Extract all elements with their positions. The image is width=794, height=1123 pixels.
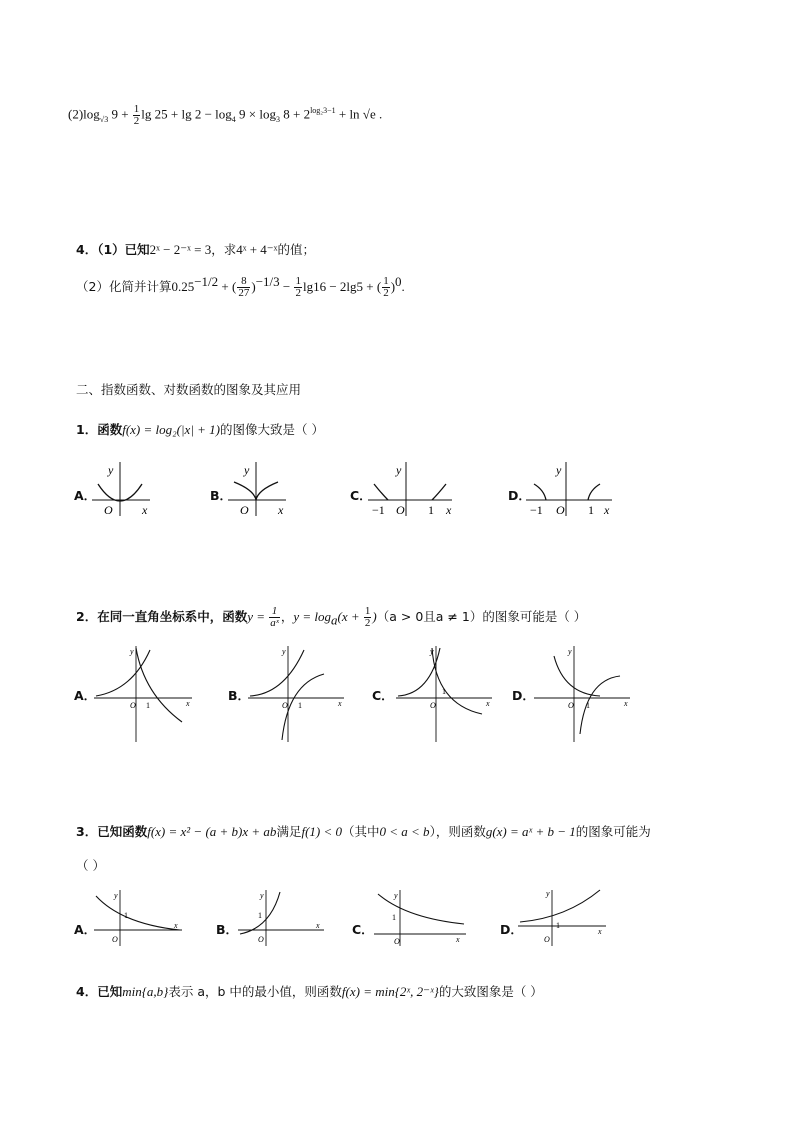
- option-label[interactable]: D．: [500, 922, 523, 937]
- question-4-part-1: [76, 240, 315, 258]
- axis-y-label: y: [396, 463, 402, 477]
- text: ，: [280, 609, 294, 624]
- problem-2-expression: [68, 104, 382, 127]
- tick-label: 1: [442, 687, 446, 696]
- origin-label: O: [396, 503, 405, 517]
- option-label[interactable]: A．: [74, 688, 97, 703]
- math-text: + (: [218, 279, 237, 295]
- tick-label: 1: [258, 911, 262, 920]
- axis-y-label: y: [130, 647, 134, 656]
- math-sub: 4: [231, 115, 236, 125]
- text: ），则函数: [429, 824, 486, 839]
- math-sub: √3: [99, 115, 109, 125]
- section-question-1: [76, 420, 324, 438]
- tick-label: −1: [530, 503, 543, 517]
- tick-label: 1: [124, 911, 128, 920]
- math-text: log: [83, 106, 100, 122]
- origin-label: O: [112, 935, 118, 944]
- text: （a > 0且a ≠ 1）的图象可能是（ ）: [376, 609, 587, 624]
- axis-x-label: x: [174, 921, 178, 930]
- origin-label: O: [258, 935, 264, 944]
- fraction-1-ax: $\frac{1}{\text{aˣ}}$: [270, 605, 279, 629]
- math-text: g(x) = aˣ + b − 1: [485, 824, 576, 839]
- s2-graph-d[interactable]: [530, 644, 640, 744]
- text: （2）化简并计算: [76, 279, 172, 295]
- axis-y-label: y: [244, 463, 250, 477]
- text: 表示 a，b 中的最小值，则函数: [168, 984, 342, 999]
- math-text: .: [401, 279, 405, 295]
- option-label[interactable]: B．: [216, 922, 239, 937]
- text: 的大致图象是（ ）: [438, 984, 543, 999]
- section-heading: 二、指数函数、对数函数的图象及其应用: [76, 382, 302, 397]
- fraction-half: $\frac{1}{2}$: [383, 275, 389, 300]
- fraction-half: $\frac{1}{2}$: [133, 103, 140, 127]
- tick-label: 1: [428, 503, 434, 517]
- math-text: ): [372, 609, 377, 624]
- axis-x-label: x: [598, 927, 602, 936]
- axis-y-label: y: [568, 647, 572, 656]
- axis-y-label: y: [114, 891, 118, 900]
- math-text: ): [390, 279, 396, 295]
- question-label: 4．已知: [76, 984, 123, 999]
- problem-label: (2): [68, 106, 84, 122]
- math-text: y =: [247, 609, 269, 624]
- origin-label: O: [394, 937, 400, 946]
- math-text: 8 + 2: [279, 106, 311, 122]
- text: ，求: [211, 242, 237, 257]
- axis-y-label: y: [546, 889, 550, 898]
- math-text: .: [375, 106, 383, 122]
- origin-label: O: [130, 701, 136, 710]
- option-label[interactable]: C．: [350, 488, 372, 503]
- math-text: f(x) = log₂(|x| + 1): [122, 422, 220, 437]
- math-text: lg 25 + lg 2 − log: [141, 106, 232, 122]
- s1-graph-c[interactable]: [366, 460, 466, 520]
- math-text: (x +: [337, 609, 363, 624]
- option-label[interactable]: D．: [512, 688, 535, 703]
- origin-label: O: [104, 503, 113, 517]
- tick-label: −1: [372, 503, 385, 517]
- origin-label: O: [282, 701, 288, 710]
- section-question-4: [76, 982, 543, 1000]
- option-label[interactable]: A．: [74, 922, 97, 937]
- math-text: −: [279, 279, 294, 295]
- axis-x-label: x: [142, 503, 148, 517]
- axis-y-label: y: [394, 891, 398, 900]
- option-label[interactable]: B．: [210, 488, 233, 503]
- origin-label: O: [544, 935, 550, 944]
- question-label: 3．已知函数: [76, 824, 148, 839]
- s2-graph-b[interactable]: [244, 644, 354, 744]
- math-text: lg16 − 2lg5 + (: [302, 279, 382, 295]
- axis-y-label: y: [430, 647, 434, 656]
- math-sup: −1/2: [194, 274, 219, 289]
- axis-x-label: x: [486, 699, 490, 708]
- option-label[interactable]: A．: [74, 488, 97, 503]
- s3-graph-b[interactable]: [234, 888, 334, 948]
- math-text: f(x) = min{2ˣ, 2⁻ˣ}: [341, 984, 439, 999]
- tick-label: 1: [146, 701, 150, 710]
- text: （其中: [342, 824, 380, 839]
- origin-label: O: [568, 701, 574, 710]
- math-text: 9 +: [108, 106, 132, 122]
- math-text: f(1) < 0: [301, 824, 342, 839]
- s1-graph-a[interactable]: [90, 460, 170, 520]
- math-sup: −1/3: [255, 274, 280, 289]
- tick-label: 1: [586, 701, 590, 710]
- axis-x-label: x: [604, 503, 610, 517]
- s1-graph-d[interactable]: [524, 460, 624, 520]
- s3-graph-c[interactable]: [370, 888, 480, 948]
- axis-x-label: x: [186, 699, 190, 708]
- math-text: f(x) = x² − (a + b)x + ab: [147, 824, 277, 839]
- option-label[interactable]: C．: [352, 922, 374, 937]
- question-4-part-2: [76, 274, 405, 299]
- tick-label: 1: [556, 921, 560, 930]
- math-sup: log₂3−1: [310, 106, 336, 116]
- axis-x-label: x: [446, 503, 452, 517]
- tick-label: 1: [392, 913, 396, 922]
- origin-label: O: [240, 503, 249, 517]
- s1-graph-b[interactable]: [226, 460, 306, 520]
- question-label: 2．在同一直角坐标系中，函数: [76, 609, 248, 624]
- text: 的值；: [277, 242, 315, 257]
- axis-x-label: x: [316, 921, 320, 930]
- s3-graph-a[interactable]: [92, 888, 192, 948]
- math-text: + ln √e: [335, 106, 376, 122]
- math-text: 2ˣ − 2⁻ˣ = 3: [149, 242, 212, 257]
- option-label[interactable]: D．: [508, 488, 531, 503]
- tick-label: 1: [298, 701, 302, 710]
- axis-y-label: y: [282, 647, 286, 656]
- math-text: 0.25: [171, 279, 195, 295]
- axis-y-label: y: [108, 463, 114, 477]
- math-text: ): [251, 279, 256, 295]
- fraction-half: $\frac{1}{2}$: [295, 275, 301, 300]
- tick-label: 1: [588, 503, 594, 517]
- option-label[interactable]: B．: [228, 688, 251, 703]
- math-text: min{a,b}: [122, 984, 169, 999]
- origin-label: O: [556, 503, 565, 517]
- question-label: 1．函数: [76, 422, 123, 437]
- s2-graph-a[interactable]: [92, 644, 202, 744]
- axis-y-label: y: [556, 463, 562, 477]
- fraction-half: $\frac{1}{2}$: [364, 605, 371, 629]
- answer-paren: （ ）: [76, 858, 105, 873]
- math-text: y = log: [293, 609, 332, 624]
- math-sub: 3: [275, 115, 280, 125]
- math-text: 9 × log: [235, 106, 276, 122]
- math-text: 4ˣ + 4⁻ˣ: [236, 242, 278, 257]
- axis-y-label: y: [260, 891, 264, 900]
- fraction-8-27: $\frac{8}{27}$: [238, 275, 250, 300]
- origin-label: O: [430, 701, 436, 710]
- axis-x-label: x: [456, 935, 460, 944]
- section-question-2: [76, 606, 586, 629]
- math-text: 0 < a < b: [379, 824, 430, 839]
- axis-x-label: x: [338, 699, 342, 708]
- axis-x-label: x: [278, 503, 284, 517]
- text: 满足: [276, 824, 302, 839]
- math-sup: 0: [395, 274, 402, 289]
- question-label: 4．（1）已知: [76, 242, 150, 257]
- text: 的图像大致是（ ）: [220, 422, 324, 437]
- s2-graph-c[interactable]: [392, 644, 502, 744]
- text: 的图象可能为: [575, 824, 651, 839]
- axis-x-label: x: [624, 699, 628, 708]
- s3-graph-d[interactable]: [516, 888, 616, 948]
- section-question-3: [76, 822, 651, 840]
- option-label[interactable]: C．: [372, 688, 394, 703]
- math-sub: a: [331, 612, 338, 628]
